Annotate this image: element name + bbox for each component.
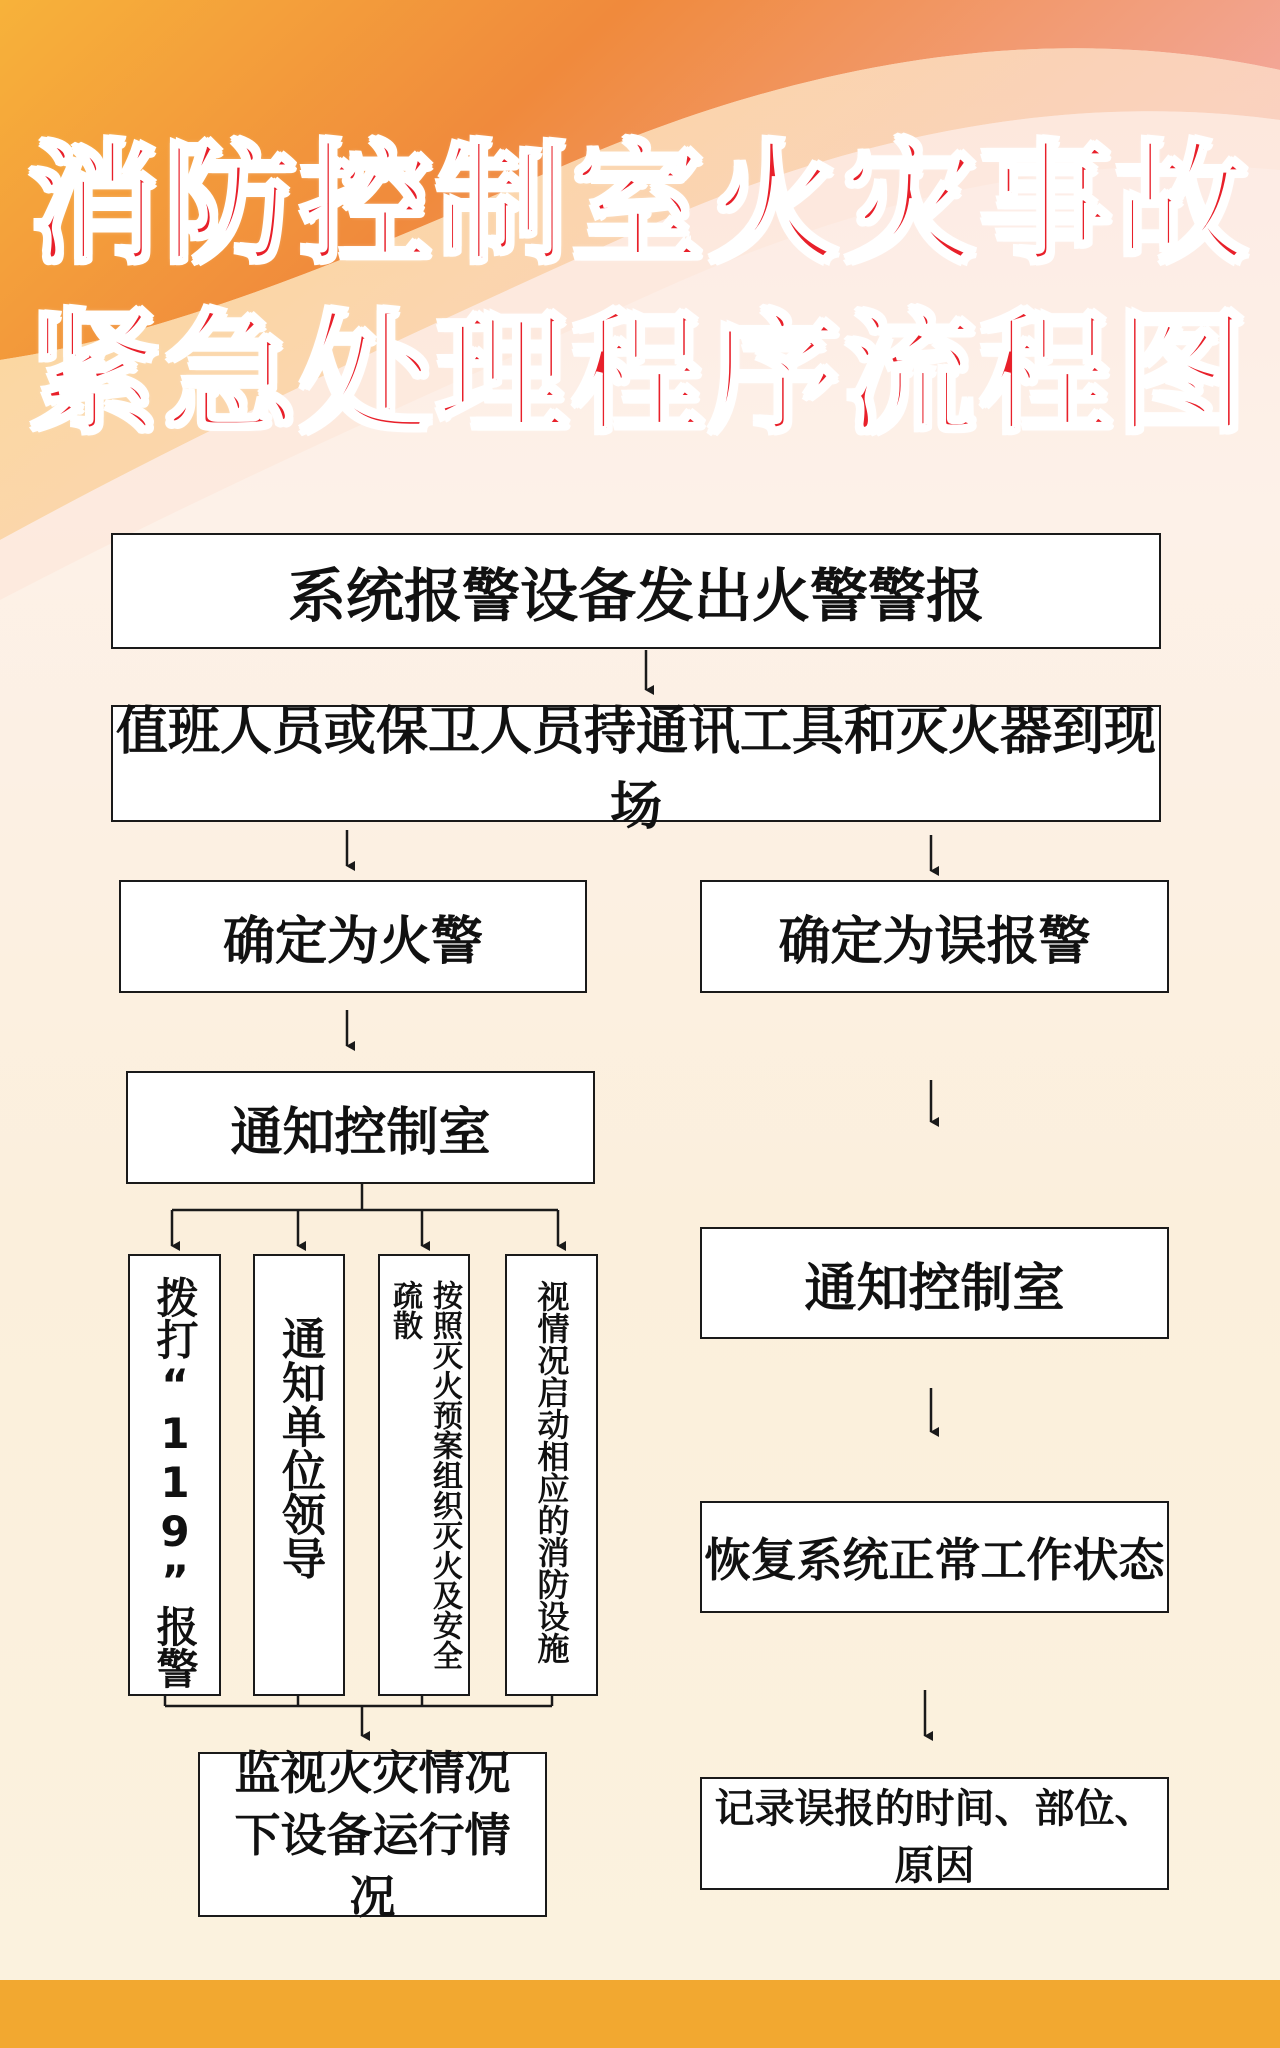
step-false-alarm-label: 确定为误报警 — [778, 912, 1091, 972]
step-restore-system-label: 恢复系统正常工作状态 — [704, 1533, 1165, 1587]
action-start-facilities-label: 视情况启动相应的消防设施 — [532, 1280, 571, 1664]
action-evacuate — [378, 1254, 470, 1696]
page-title — [0, 120, 1280, 460]
action-call-119-label: 拨打“119”报警 — [150, 1276, 200, 1689]
action-notify-leader-label: 通知单位领导 — [274, 1316, 325, 1580]
step-fire-confirmed-label: 确定为火警 — [222, 912, 483, 972]
step-alarm-label: 系统报警设备发出火警警报 — [287, 562, 984, 630]
action-call-119 — [128, 1254, 221, 1696]
action-evacuate-label: 按照灭火预案组织灭火及安全疏散 — [387, 1280, 462, 1670]
step-monitor-label: 监视火灾情况下设备运行情况 — [234, 1745, 511, 1924]
step-record-false-alarm — [700, 1777, 1169, 1890]
step-false-alarm — [700, 880, 1169, 993]
bottom-band — [0, 1980, 1280, 2048]
step-notify-control-right-label: 通知控制室 — [804, 1258, 1065, 1319]
step-notify-control-left — [126, 1071, 595, 1184]
step-monitor — [198, 1745, 547, 1924]
action-notify-leader — [253, 1254, 345, 1696]
step-alarm — [111, 533, 1161, 649]
step-notify-control-left-label: 通知控制室 — [230, 1103, 491, 1163]
step-restore-system — [700, 1501, 1169, 1613]
step-notify-control-right — [700, 1227, 1169, 1339]
step-onsite-label: 值班人员或保卫人员持通讯工具和灭火器到现场 — [115, 701, 1156, 837]
step-onsite — [111, 701, 1161, 837]
step-fire-confirmed — [119, 880, 587, 993]
step-record-false-alarm-label: 记录误报的时间、部位、原因 — [714, 1785, 1155, 1889]
title-line-2: 紧急处理程序流程图 — [28, 298, 1252, 452]
action-start-facilities — [505, 1254, 598, 1696]
title-line-1: 消防控制室火灾事故 — [28, 128, 1252, 282]
